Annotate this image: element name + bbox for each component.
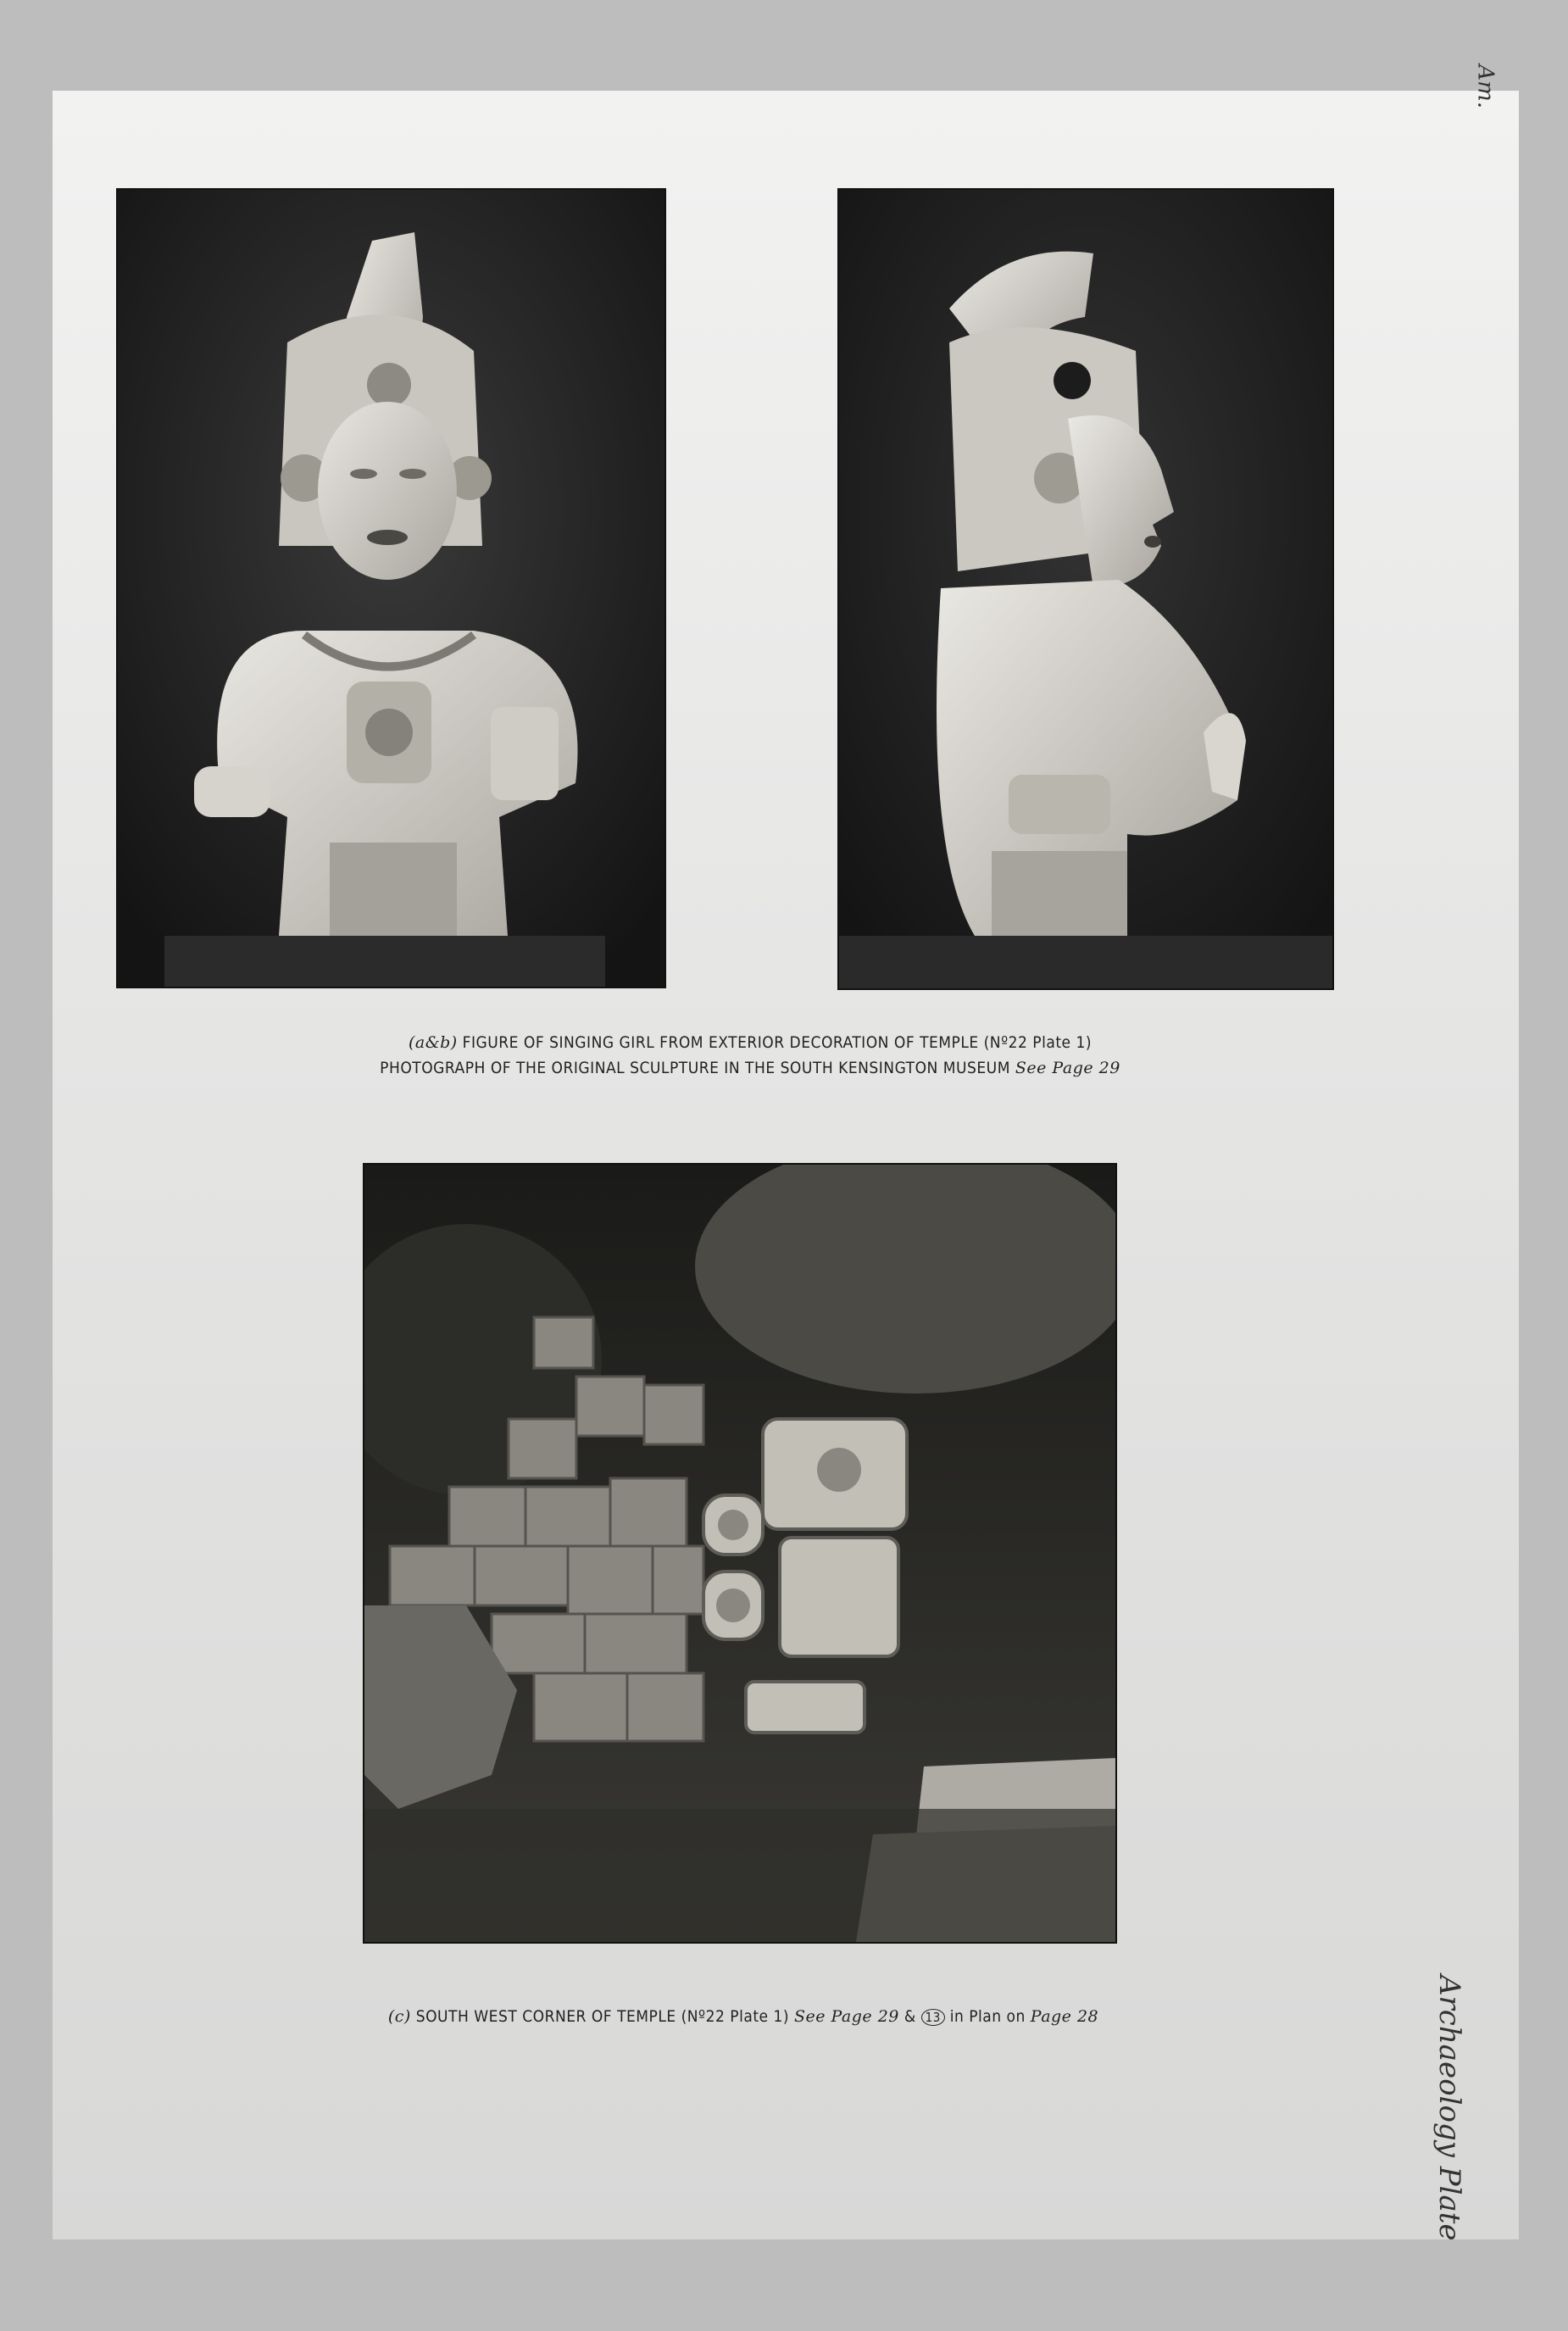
caption-c-text: SOUTH WEST CORNER OF TEMPLE (Nº22 Plate 1) [415,2007,790,2026]
caption-ab-page-ref: See Page 29 [1015,1059,1120,1077]
photo-sculpture-front [116,188,666,988]
caption-ab-source: PHOTOGRAPH OF THE ORIGINAL SCULPTURE IN THE SOUTH KENSINGTON MUSEUM [380,1059,1010,1077]
sculpture-front-illustration [118,190,664,987]
caption-c-plan-page: Page 28 [1030,2007,1099,2026]
temple-corner-illustration [364,1165,1115,1942]
caption-ab-text: FIGURE OF SINGING GIRL FROM EXTERIOR DECORATION OF TEMPLE (Nº22 Plate 1) [462,1033,1093,1052]
photo-sculpture-side [837,188,1334,990]
margin-note-archaeology-plate: Archaeology Plate [1432,1975,1466,2241]
caption-c-plan-mark: 13 [921,2009,945,2026]
caption-c-page-ref: See Page 29 [793,2007,899,2026]
caption-ab-line2 [0,1055,1534,1081]
caption-figures-ab [0,1030,1534,1081]
caption-c-line [0,2004,1527,2030]
caption-ab-prefix: (a&b) [408,1033,458,1052]
margin-note-top: Am. [1473,64,1498,108]
photo-temple-corner [363,1163,1117,1944]
caption-ab-line1 [0,1030,1534,1055]
caption-c-prefix: (c) [387,2007,411,2026]
caption-c-in-plan: in Plan on [949,2007,1026,2026]
caption-c-ampersand: & [904,2007,916,2026]
sculpture-side-illustration [839,190,1332,988]
caption-figure-c [0,2004,1527,2030]
